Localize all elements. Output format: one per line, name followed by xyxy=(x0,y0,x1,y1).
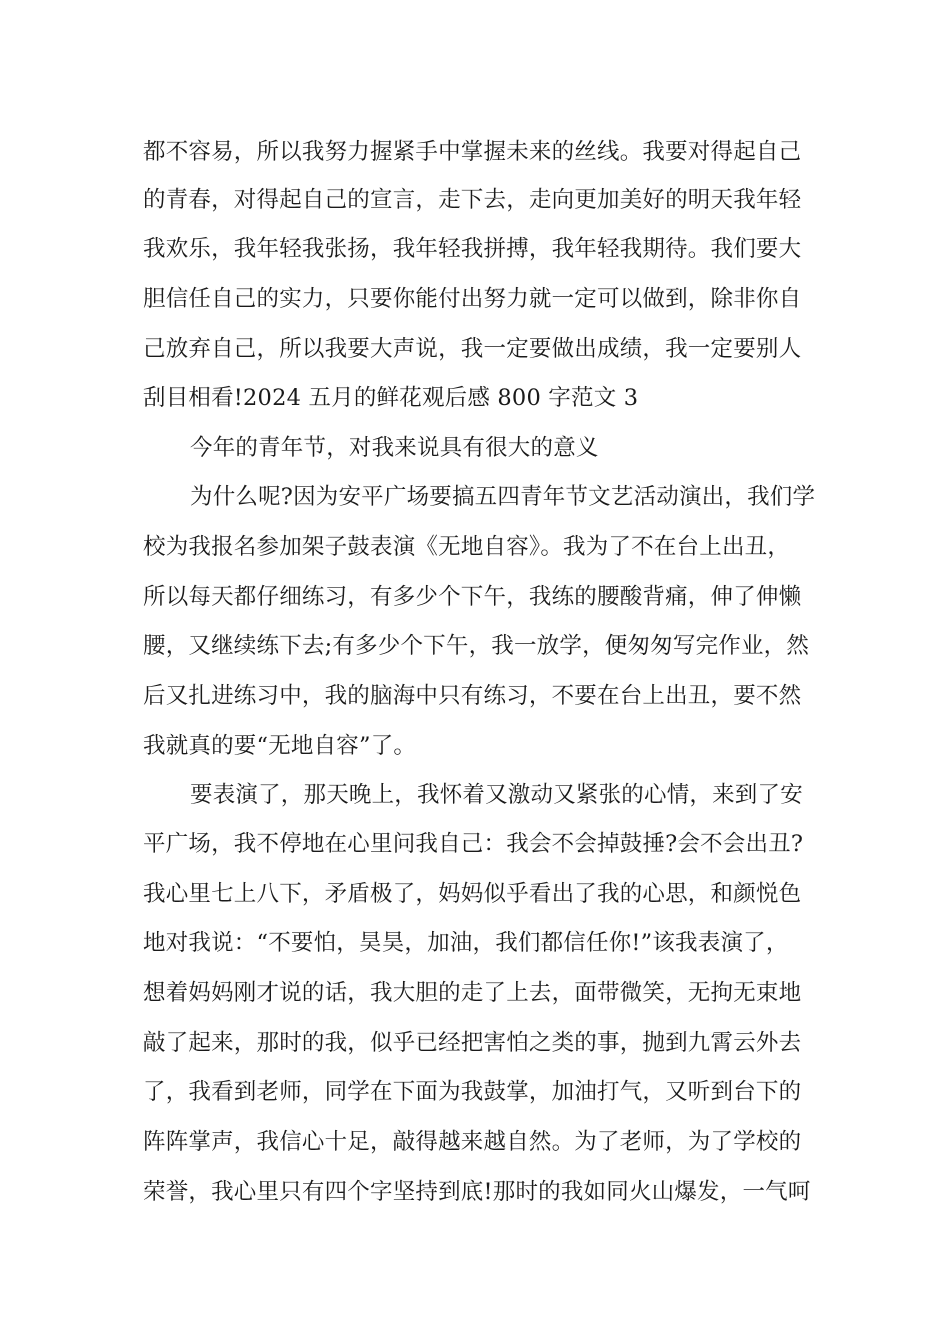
text-line: 平广场，我不停地在心里问我自己：我会不会掉鼓捶?会不会出丑? xyxy=(143,831,804,857)
text-line: 阵阵掌声，我信心十足，敲得越来越自然。为了老师，为了学校的 xyxy=(143,1129,802,1155)
text-line: 己放弃自己，所以我要大声说，我一定要做出成绩，我一定要别人 xyxy=(143,336,802,362)
paragraph-first-line: 为什么呢?因为安平广场要搞五四青年节文艺活动演出，我们学 xyxy=(190,484,816,510)
paragraph-first-line: 今年的青年节，对我来说具有很大的意义 xyxy=(190,435,599,461)
text-line: 胆信任自己的实力，只要你能付出努力就一定可以做到，除非你自 xyxy=(143,286,802,312)
text-line: 我欢乐，我年轻我张扬，我年轻我拼搏，我年轻我期待。我们要大 xyxy=(143,236,802,262)
text-line: 腰，又继续练下去;有多少个下午，我一放学，便匆匆写完作业，然 xyxy=(143,633,810,659)
text-line: 我心里七上八下，矛盾极了，妈妈似乎看出了我的心思，和颜悦色 xyxy=(143,881,802,907)
text-line: 的青春，对得起自己的宣言，走下去，走向更加美好的明天我年轻 xyxy=(143,187,802,213)
text-line: 校为我报名参加架子鼓表演《无地自容》。我为了不在台上出丑， xyxy=(143,534,791,560)
text-line: 后又扎进练习中，我的脑海中只有练习，不要在台上出丑，要不然 xyxy=(143,683,802,709)
text-line: 我就真的要“无地自容”了。 xyxy=(143,733,417,759)
text-line: 地对我说：“不要怕，昊昊，加油，我们都信任你!”该我表演了， xyxy=(143,930,789,956)
text-line: 所以每天都仔细练习，有多少个下午，我练的腰酸背痛，伸了伸懒 xyxy=(143,584,802,610)
text-line: 想着妈妈刚才说的话，我大胆的走了上去，面带微笑，无拘无束地 xyxy=(143,980,802,1006)
text-line: 荣誉，我心里只有四个字坚持到底!那时的我如同火山爆发，一气呵 xyxy=(143,1179,811,1205)
text-line: 都不容易，所以我努力握紧手中掌握未来的丝线。我要对得起自己 xyxy=(143,139,802,165)
text-line: 了，我看到老师，同学在下面为我鼓掌，加油打气，又听到台下的 xyxy=(143,1079,802,1105)
text-line: 敲了起来，那时的我，似乎已经把害怕之类的事，抛到九霄云外去 xyxy=(143,1030,802,1056)
text-line: 刮目相看!2024 五月的鲜花观后感 800 字范文 3 xyxy=(143,385,639,411)
paragraph-first-line: 要表演了，那天晚上，我怀着又激动又紧张的心情，来到了安 xyxy=(190,782,803,808)
